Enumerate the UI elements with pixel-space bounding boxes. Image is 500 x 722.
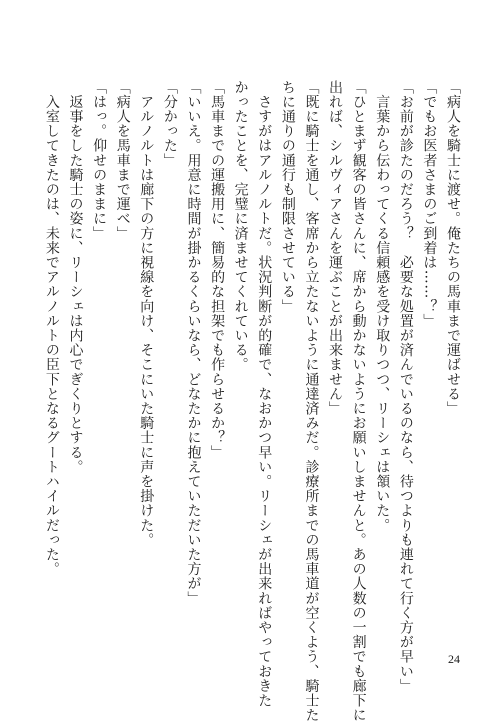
text-line: 入室してきたのは、未来でアルノルトの臣下となるグートハイルだった。 <box>43 80 60 577</box>
text-line: 言葉から伝わってくる信頼感を受け取りつつ、リーシェは頷いた。 <box>374 80 391 533</box>
text-line: ちに通りの通行も制限させている」 <box>279 80 296 314</box>
text-line: かったことを、完璧に済ませてくれている。 <box>232 80 249 372</box>
text-line: 「馬車までの運搬用に、簡易的な担架でも作らせるか？」 <box>209 80 226 460</box>
text-line: 「病人を騎士に渡せ。俺たちの馬車まで運ばせる」 <box>445 80 461 416</box>
text-line: 「はっ。仰せのままに」 <box>91 80 108 241</box>
text-line: 「既に騎士を通し、客席から立たないように通達済みだ。診療所までの馬車道が空くよう、騎士た <box>303 80 320 722</box>
text-line: 返事をした騎士の姿に、リーシェは内心でぎくりとする。 <box>67 80 84 475</box>
page-number: 24 <box>448 652 460 666</box>
text-line: 「病人を馬車まで運べ」 <box>114 80 131 241</box>
text-line: アルノルトは廊下の方に視線を向け、そこにいた騎士に声を掛けた。 <box>138 80 155 548</box>
text-line: 「分かった」 <box>161 80 178 168</box>
text-line: 「お前が診たのだろう？ 必要な処置が済んでいるのなら、待つよりも連れて行く方が早い」 <box>397 80 414 694</box>
text-line: 「いいえ。用意に時間が掛かるくらいなら、どなたかに抱えていただいた方が」 <box>185 80 202 606</box>
text-line: 出れば、シルヴィアさんを運ぶことが出来ません」 <box>327 80 344 416</box>
text-line: 「でもお医者さまのご到着は……？」 <box>421 80 438 329</box>
text-line: 「ひとまず観客の皆さんに、席から動かないようにお願いしませんと。あの人数の一割でも廊下に <box>350 80 367 722</box>
text-line: さすがはアルノルトだ。状況判断が的確で、なおかつ早い。リーシェが出来ればやっておきた <box>256 80 273 708</box>
